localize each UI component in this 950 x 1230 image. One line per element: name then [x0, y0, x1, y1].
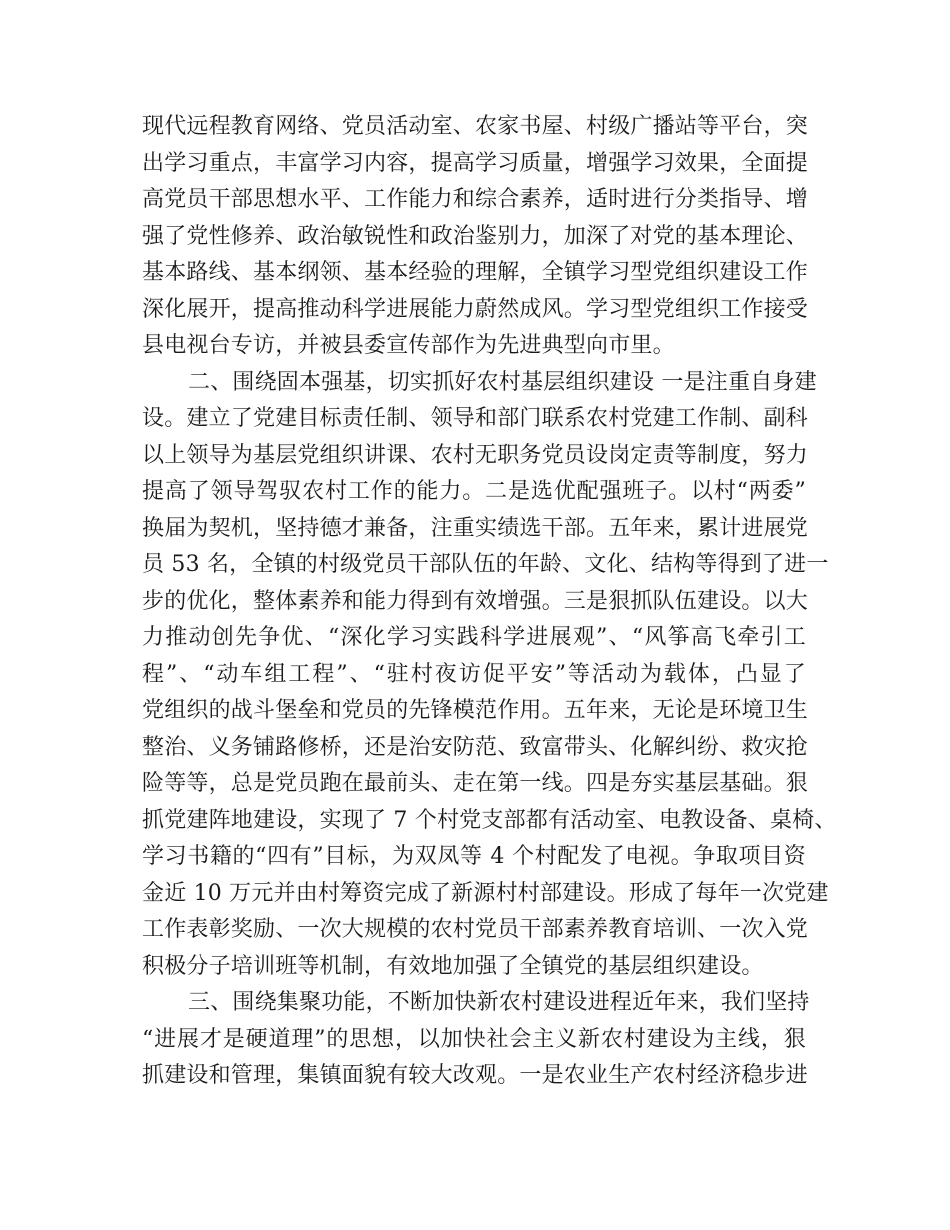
- text-line: 积极分子培训班等机制，有效地加强了全镇党的基层组织建设。: [142, 953, 764, 979]
- text-line: 抓建设和管理，集镇面貌有较大改观。一是农业生产农村经济稳步进: [142, 1063, 809, 1088]
- text-line: 力推动创先争优、“深化学习实践科学进展观”、“风筝高飞牵引工: [142, 625, 806, 650]
- text-line: 险等等，总是党员跑在最前头、走在第一线。四是夯实基层基础。狠: [142, 771, 809, 796]
- text-line: 换届为契机，坚持德才兼备，注重实绩选干部。五年来，累计进展党: [142, 515, 809, 541]
- text-line: 高党员干部思想水平、工作能力和综合素养，适时进行分类指导、增: [142, 187, 809, 212]
- text-line: 深化展开，提高推动科学进展能力蔚然成风。学习型党组织工作接受: [142, 296, 809, 322]
- text-line: 基本路线、基本纲领、基本经验的理解，全镇学习型党组织建设工作: [142, 260, 809, 285]
- text-line: 学习书籍的“四有”目标，为双凤等 4 个村配发了电视。争取项目资: [142, 844, 806, 869]
- text-line: 设。建立了党建目标责任制、领导和部门联系农村党建工作制、副科: [142, 406, 809, 431]
- text-line: 强了党性修养、政治敏锐性和政治鉴别力，加深了对党的基本理论、: [142, 223, 809, 249]
- text-line: 出学习重点，丰富学习内容，提高学习质量，增强学习效果，全面提: [142, 150, 809, 176]
- text-line: 三、围绕集聚功能，不断加快新农村建设进程近年来，我们坚持: [188, 990, 810, 1015]
- text-line: 工作表彰奖励、一次大规模的农村党员干部素养教育培训、一次入党: [142, 917, 809, 942]
- text-line: 县电视台专访，并被县委宣传部作为先进典型向市里。: [142, 333, 675, 358]
- text-line: 步的优化，整体素养和能力得到有效增强。三是狠抓队伍建设。以大: [142, 588, 809, 614]
- text-line: 程”、“动车组工程”、“驻村夜访促平安”等活动为载体，凸显了: [142, 661, 806, 687]
- text-line: 提高了领导驾驭农村工作的能力。二是选优配强班子。以村“两委”: [142, 479, 806, 504]
- text-line: 以上领导为基层党组织讲课、农村无职务党员设岗定责等制度，努力: [142, 442, 809, 468]
- text-line: 金近 10 万元并由村筹资完成了新源村村部建设。形成了每年一次党建: [142, 880, 829, 906]
- text-line: 整治、义务铺路修桥，还是治安防范、致富带头、化解纠纷、救灾抢: [142, 734, 809, 760]
- document-body: [142, 109, 837, 1095]
- text-line: 二、围绕固本强基，切实抓好农村基层组织建设 一是注重自身建: [188, 369, 817, 395]
- text-line: 员 53 名，全镇的村级党员干部队伍的年龄、文化、结构等得到了进一: [142, 552, 829, 577]
- text-line: 抓党建阵地建设，实现了 7 个村党支部都有活动室、电教设备、桌椅、: [142, 807, 837, 833]
- text-line: 现代远程教育网络、党员活动室、农家书屋、村级广播站等平台，突: [142, 114, 809, 139]
- text-line: “进展才是硬道理”的思想，以加快社会主义新农村建设为主线，狠: [142, 1026, 806, 1052]
- text-line: 党组织的战斗堡垒和党员的先锋模范作用。五年来，无论是环境卫生: [142, 698, 809, 723]
